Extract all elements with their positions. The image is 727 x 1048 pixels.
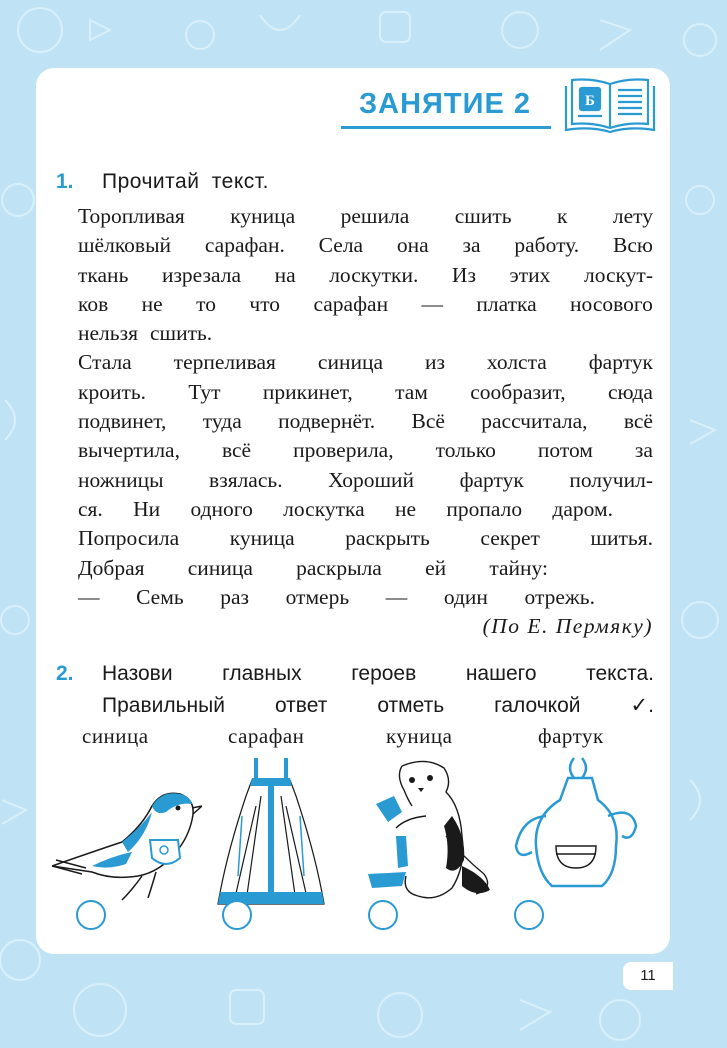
story-line: Попросила куница раскрыть секрет шитья. (78, 526, 653, 551)
story-line: Добрая синица раскрыла ей тайну: (78, 555, 548, 580)
marten-illustration (366, 756, 496, 906)
lesson-title: ЗАНЯТИЕ 2 (359, 88, 531, 120)
answer-checkbox-sinitsa[interactable] (76, 900, 106, 930)
task1-instruction: Прочитай текст. (102, 170, 269, 193)
open-book-icon (562, 74, 658, 134)
story-line: кроить. Тут прикинет, там сообразит, сюда (78, 379, 653, 404)
task1-number: 1. (56, 170, 74, 193)
option-label-sinitsa: синица (82, 724, 149, 748)
story-line: ся. Ни одного лоскутка не пропало даром. (78, 496, 613, 521)
page-number: 11 (623, 962, 673, 990)
story-line: Торопливая куница решила сшить к лету (78, 204, 653, 228)
sarafan-dress-illustration (216, 756, 326, 906)
story-line: ткань изрезала на лоскутки. Из этих лоскут- (78, 262, 653, 287)
apron-illustration (512, 756, 642, 906)
lesson-header (341, 86, 551, 130)
story-line: нельзя сшить. (78, 321, 213, 346)
tit-bird-illustration (52, 756, 202, 906)
task2-number: 2. (56, 662, 74, 685)
svg-text:Б: Б (585, 93, 595, 109)
author-attribution: (По Е. Пермяку) (482, 614, 653, 638)
option-label-kunitsa: куница (386, 724, 453, 748)
story-line: вычертила, всё проверила, только потом за (78, 438, 653, 463)
answer-checkbox-sarafan[interactable] (222, 900, 252, 930)
answer-checkbox-kunitsa[interactable] (368, 900, 398, 930)
story-line: — Семь раз отмерь — один отрежь. (78, 584, 595, 609)
option-label-fartuk: фартук (538, 724, 604, 748)
story-line: ножницы взялась. Хороший фартук получил- (78, 467, 653, 492)
story-line: подвинет, туда подвернёт. Всё рассчитала, всё (78, 409, 653, 434)
answer-checkbox-fartuk[interactable] (514, 900, 544, 930)
content-card (36, 68, 670, 954)
option-label-sarafan: сарафан (228, 724, 305, 748)
story-line: ков не то что сарафан — платка носового (78, 291, 653, 316)
story-line: Стала терпеливая синица из холста фартук (78, 350, 653, 375)
title-underline (341, 126, 551, 129)
task2-instruction: Назови главных героев нашего текста. Правильный ответ отметь галочкой ✓. (102, 662, 654, 717)
answer-labels (72, 724, 666, 754)
story-text (78, 202, 653, 612)
story-line: шёлковый сарафан. Села она за работу. Всю (78, 233, 653, 258)
